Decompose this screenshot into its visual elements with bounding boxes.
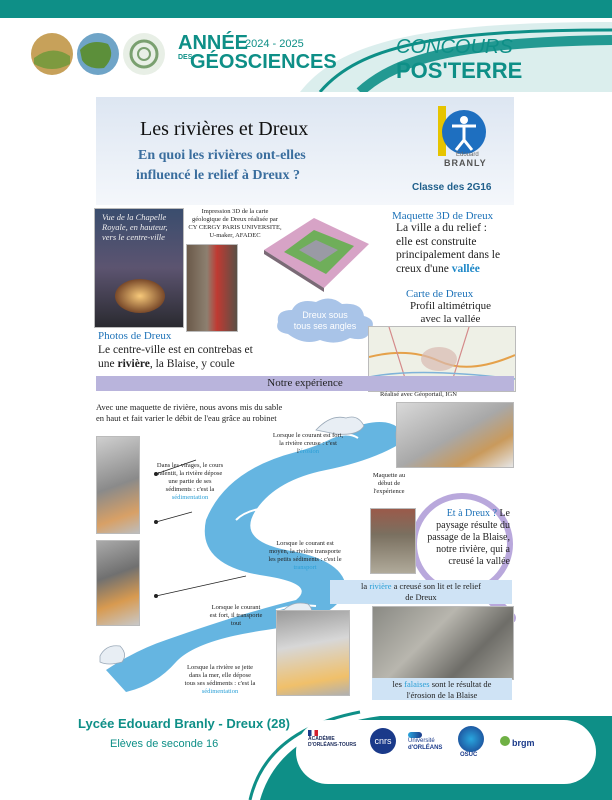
chapelle-line-1: Vue de la Chapelle [102, 212, 167, 222]
logo-osuc: OSUC [460, 752, 478, 758]
maquette-debut-line-3: l'expérience [373, 488, 405, 495]
geoportail-credit: Réalisé avec Géoportail, IGN [380, 391, 457, 398]
c1-line-3-prefix: l' [296, 448, 300, 455]
academie-line-2: D'ORLÉANS-TOURS [308, 742, 357, 748]
photos-line-1: Le centre-ville est en contrebas et [98, 344, 253, 356]
riviere-caption [330, 581, 512, 603]
des-label: DES [178, 54, 193, 61]
maquette-line-4-prefix: creux d'une [396, 262, 452, 275]
brgm-dot-icon [500, 736, 510, 746]
riviere-line-2: de Dreux [405, 592, 437, 602]
branly-logo-name: BRANLY [444, 158, 487, 168]
c4-line-3: tout [230, 620, 242, 627]
experiment-photo-1 [96, 436, 140, 534]
photos-line-2-suffix: , la Blaise, y coule [149, 358, 235, 370]
c5-line-2: dans la mer, elle dépose [188, 672, 251, 679]
c1-line-1: Lorsque le courant est fort, [272, 432, 344, 439]
dreux-q-line-1 [418, 508, 510, 520]
maquette-debut-photo [396, 402, 514, 468]
chapelle-caption [102, 212, 168, 242]
dreux-q-line-4: notre rivière, qui a [436, 544, 510, 555]
caption-erosion [256, 432, 360, 456]
falaises-line-2: l'érosion de la Blaise [406, 689, 478, 700]
caption-sedimentation-1 [146, 462, 234, 502]
experiment-photo-3 [276, 610, 350, 696]
blaise-river-photo [370, 508, 416, 574]
c4-line-2: est fort, il transporte [209, 612, 263, 619]
maquette-debut-line-1: Maquette au [372, 472, 406, 479]
carte-line-2: avec la vallée [420, 313, 481, 325]
dreux-q-line-2: paysage résulte du [436, 520, 510, 531]
universite-line-1: Université [408, 738, 435, 744]
universite-line-2: d'ORLÉANS [408, 745, 443, 751]
caption-transport [252, 540, 358, 572]
falaises-caption [372, 679, 512, 700]
logo-academie [308, 730, 356, 748]
keyword-erosion: érosion [299, 448, 320, 455]
footer-students: Elèves de seconde 16 [110, 738, 219, 750]
cloud-line-1: Dreux sous [302, 310, 348, 320]
keyword-falaises: falaises [404, 679, 430, 689]
photos-title: Photos de Dreux [98, 330, 172, 342]
riviere-line-1-suffix: a creusé son lit et le relief [391, 581, 481, 591]
footer-background [0, 700, 612, 800]
keyword-sedimentation-1: sédimentation [171, 494, 209, 501]
impression-line-3: CY CERGY PARIS UNIVERSITE, [188, 224, 282, 231]
experiment-photo-2 [96, 540, 140, 626]
dreux-q-line-5: creusé la vallée [448, 556, 510, 567]
falaises-line-1-prefix: les [392, 679, 405, 689]
riviere-line-1-prefix: la [361, 581, 370, 591]
river-photo [186, 244, 238, 332]
question-line-1: En quoi les rivières ont-elles [138, 148, 306, 163]
keyword-riviere: rivière [369, 581, 392, 591]
class-label: Classe des 2G16 [412, 182, 492, 193]
dreux-q-line-3: passage de la Blaise, [427, 532, 510, 543]
dreux-question-text [418, 508, 510, 568]
cloud-line-2: tous ses angles [293, 321, 357, 331]
c2-line-3: une partie de ses [168, 478, 212, 485]
cloud-text [288, 310, 362, 332]
dreux-q-line-1-suffix: Le [496, 508, 510, 519]
osuc-globe-icon [458, 726, 484, 752]
c2-line-4: sédiments : c'est la [165, 486, 215, 493]
carte-line-1: Profil altimétrique [410, 300, 491, 312]
years-label: 2024 - 2025 [245, 38, 304, 50]
maquette-keyword-vallee: vallée [451, 262, 480, 275]
maquette-title: Maquette 3D de Dreux [392, 210, 494, 222]
question-line-2: influencé le relief à Dreux ? [136, 168, 300, 183]
city-lights [115, 279, 165, 313]
riviere-line-1 [330, 581, 512, 592]
c4-line-1: Lorsque le courant [211, 604, 261, 611]
c2-line-1: Dans les virages, le cours [156, 462, 224, 469]
geosciences-label: GÉOSCIENCES [190, 51, 337, 73]
logo-brgm: brgm [512, 738, 535, 748]
poster-title: Les rivières et Dreux [140, 118, 309, 140]
intro-line-1: Avec une maquette de rivière, nous avons mis du sable [96, 402, 283, 412]
impression-line-1: Impression 3D de la carte [201, 208, 269, 215]
c1-line-2: la rivière creuse : c'est [279, 440, 337, 447]
impression-line-4: U-maker, AFADEC [209, 232, 261, 239]
intro-line-2: en haut et fait varier le débit de l'eau grâce au robinet [96, 412, 277, 423]
caption-fort [198, 604, 274, 628]
c3-line-3: les petits sédiments : c'est le [268, 556, 342, 563]
c1-line-3 [256, 448, 360, 456]
maquette-line-1: La ville a du relief : [396, 222, 488, 234]
annee-label: ANNÉE [178, 32, 249, 54]
logo-universite [408, 732, 442, 752]
maquette-3d-photo [254, 210, 374, 292]
concours-label: CONCOURS [396, 36, 513, 58]
photos-keyword-riviere: rivière [117, 358, 150, 370]
maquette-debut-line-2: début de [377, 480, 401, 487]
geoscience-globes-logo [28, 30, 168, 80]
c3-line-2: moyen, la rivière transporte [269, 548, 341, 555]
maquette-line-4 [396, 263, 500, 277]
carte-text [410, 300, 491, 326]
photos-line-2-prefix: une [98, 358, 118, 370]
branly-logo-edouard: Edouard [456, 152, 479, 158]
chapelle-line-2: Royale, en hauteur, [102, 222, 168, 232]
academie-line-1: ACADÉMIE [308, 736, 335, 742]
photos-line-2 [98, 357, 253, 371]
maquette-text [396, 222, 500, 276]
falaises-line-1-suffix: sont le résultat de [429, 679, 492, 689]
caption-sedimentation-2 [170, 664, 270, 696]
impression-line-2: géologique de Dreux réalisée par [192, 216, 278, 223]
poster-header [0, 0, 612, 92]
maquette-line-3: principalement dans le [396, 249, 501, 261]
footer-school: Lycée Edouard Branly - Dreux (28) [78, 716, 290, 731]
experience-band-label: Notre expérience [267, 377, 343, 389]
c3-line-1: Lorsque le courant est [276, 540, 334, 547]
chapelle-line-3: vers le centre-ville [102, 232, 165, 242]
c2-line-2: ralentit, la rivière dépose [157, 470, 223, 477]
dreux-q-keyword: Et à Dreux ? [446, 508, 497, 519]
falaises-line-1 [372, 679, 512, 690]
posterre-label: POS'TERRE [396, 58, 523, 83]
branly-logo [416, 104, 498, 168]
carte-title: Carte de Dreux [406, 288, 474, 300]
photos-text [98, 343, 253, 371]
c5-line-1: Lorsque la rivière se jette [186, 664, 254, 671]
c5-line-3: tous ses sédiments : c'est la [184, 680, 256, 687]
logo-cnrs: cnrs [370, 728, 396, 754]
keyword-sedimentation-2: sédimentation [201, 688, 239, 695]
falaises-photo [372, 606, 514, 680]
maquette-line-2: elle est construite [396, 235, 477, 248]
keyword-transport: transport [293, 564, 317, 571]
